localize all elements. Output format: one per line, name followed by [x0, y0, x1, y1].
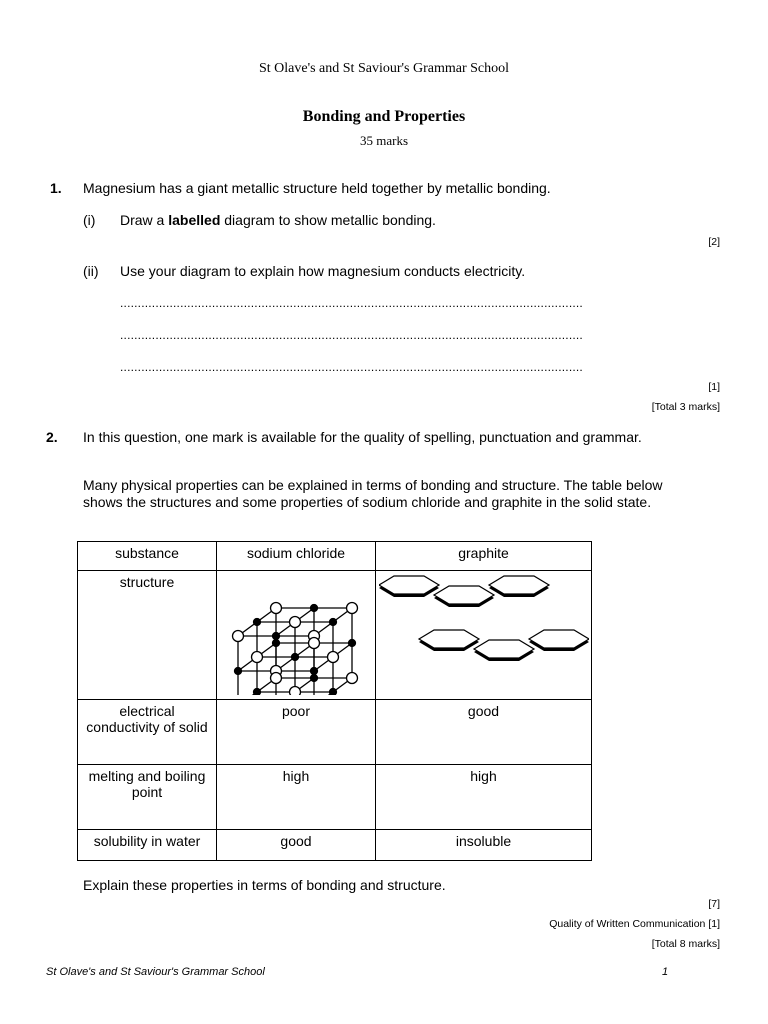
table-row: [78, 764, 592, 829]
school-name: St Olave's and St Saviour's Grammar School: [258, 61, 510, 76]
nacl-structure-cell: [217, 571, 376, 700]
footer-school: St Olave's and St Saviour's Grammar School: [46, 966, 265, 978]
table-row: [78, 699, 592, 764]
q1-total: [Total 3 marks]: [651, 401, 720, 413]
cell-value: good: [217, 829, 376, 860]
chloride-ion: [347, 673, 358, 684]
chloride-ion: [233, 631, 244, 642]
structure-label: structure: [78, 571, 217, 700]
chloride-ion: [271, 673, 282, 684]
row-label: melting and boiling point: [78, 764, 217, 829]
sodium-ion: [273, 633, 280, 640]
sodium-ion: [330, 619, 337, 626]
header-cell: graphite: [376, 542, 592, 571]
page-title: Bonding and Properties: [302, 108, 466, 125]
q1-part-ii-label: (ii): [83, 263, 99, 279]
table-row-structure: [78, 571, 592, 700]
row-label: electrical conductivity of solid: [78, 699, 217, 764]
sodium-ion: [330, 689, 337, 696]
sodium-ion: [254, 689, 261, 696]
table-row: [78, 829, 592, 860]
footer-page-number: 1: [662, 966, 669, 978]
total-marks: 35 marks: [359, 133, 409, 148]
chloride-ion: [290, 617, 301, 628]
chloride-ion: [309, 638, 320, 649]
answer-line-1[interactable]: ...................................................................................................................................: [120, 296, 583, 310]
nacl-lattice-diagram: [221, 571, 371, 695]
q1-part-ii-marks: [1]: [708, 381, 720, 393]
q1-part-i-text: Draw a labelled diagram to show metallic bonding.: [120, 212, 436, 228]
graphite-layer-group: [379, 576, 589, 661]
q2-intro: In this question, one mark is available for the quality of spelling, punctuation and grammar.: [83, 429, 642, 445]
sodium-ion: [292, 654, 299, 661]
row-label: solubility in water: [78, 829, 217, 860]
sodium-ion: [254, 619, 261, 626]
graphite-structure-cell: [376, 571, 592, 700]
cell-value: insoluble: [376, 829, 592, 860]
properties-table: [77, 541, 592, 861]
cell-value: poor: [217, 699, 376, 764]
header-cell: sodium chloride: [217, 542, 376, 571]
q2-qwc: Quality of Written Communication [1]: [549, 918, 720, 930]
q2-paragraph: Many physical properties can be explained in terms of bonding and structure. The table below shows the structures and some properties of sodium chloride and graphite in the solid state.: [83, 477, 663, 510]
q1-number: 1.: [50, 180, 62, 196]
chloride-ion: [347, 603, 358, 614]
header-cell: substance: [78, 542, 217, 571]
sodium-ion: [311, 675, 318, 682]
table-header-row: [78, 542, 592, 571]
chloride-ion: [290, 687, 301, 696]
sodium-ion: [311, 668, 318, 675]
sodium-ion: [311, 605, 318, 612]
sodium-ion: [349, 640, 356, 647]
chloride-ion: [252, 652, 263, 663]
answer-line-2[interactable]: ...................................................................................................................................: [120, 328, 583, 342]
chloride-ion: [271, 603, 282, 614]
graphite-layers-diagram: [379, 571, 589, 695]
chloride-ion: [328, 652, 339, 663]
cell-value: good: [376, 699, 592, 764]
q1-part-ii-text: Use your diagram to explain how magnesium conducts electricity.: [120, 263, 526, 279]
cell-value: high: [217, 764, 376, 829]
q2-total: [Total 8 marks]: [651, 938, 720, 950]
q2-marks: [7]: [708, 898, 720, 910]
q1-part-i-marks: [2]: [708, 236, 720, 248]
q2-number: 2.: [46, 429, 58, 445]
cell-value: high: [376, 764, 592, 829]
sodium-ion: [235, 668, 242, 675]
sodium-ion: [273, 640, 280, 647]
q2-explain: Explain these properties in terms of bonding and structure.: [83, 877, 446, 893]
answer-line-3[interactable]: ...................................................................................................................................: [120, 360, 583, 374]
q1-part-i-label: (i): [83, 212, 96, 228]
q1-text: Magnesium has a giant metallic structure held together by metallic bonding.: [83, 180, 551, 196]
